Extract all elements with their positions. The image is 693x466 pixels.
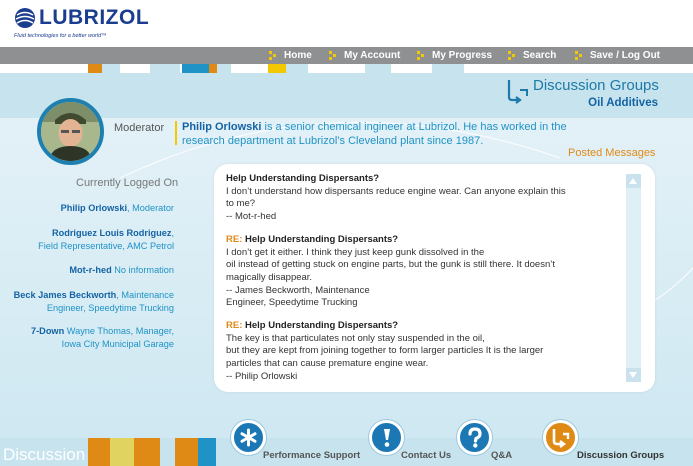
discussion-groups-label[interactable]: Discussion Groups bbox=[577, 450, 665, 461]
dots-icon bbox=[329, 51, 344, 60]
dots-icon bbox=[417, 51, 432, 60]
exclamation-icon bbox=[372, 423, 401, 452]
message-line: to me? bbox=[226, 198, 256, 210]
contact-us-button[interactable] bbox=[369, 420, 404, 455]
user-entry[interactable] bbox=[38, 227, 174, 252]
dots-icon bbox=[508, 51, 523, 60]
moderator-bio bbox=[182, 121, 612, 148]
user-entry[interactable] bbox=[61, 202, 174, 215]
discussion-groups-button[interactable] bbox=[543, 420, 578, 455]
moderator-bio-text: is a senior chemical ingineer at Lubrizol. He has worked in the research department at Lubrizol’s Cleveland plant since 1987. bbox=[182, 121, 567, 147]
user-name[interactable]: Beck James Beckworth bbox=[13, 290, 117, 300]
message-list bbox=[226, 173, 616, 394]
user-name[interactable]: Rodriguez Louis Rodriguez bbox=[52, 228, 172, 238]
user-info-line2: Engineer, Speedytime Trucking bbox=[46, 302, 174, 313]
footer-section-title: Discussion bbox=[3, 445, 86, 464]
user-name[interactable]: 7-Down bbox=[31, 326, 65, 336]
user-name[interactable]: Mot-r-hed bbox=[69, 265, 112, 275]
message-line: but they are kept from joining together to form larger particles It is the larger bbox=[226, 345, 544, 357]
scroll-up-button[interactable] bbox=[626, 174, 641, 188]
scroll-down-button[interactable] bbox=[626, 368, 641, 382]
posted-messages-label: Posted Messages bbox=[568, 147, 656, 159]
contact-us-label[interactable]: Contact Us bbox=[401, 450, 452, 461]
lubrizol-logo bbox=[14, 6, 154, 44]
logged-on-title: Currently Logged On bbox=[76, 177, 179, 189]
moderator-name[interactable]: Philip Orlowski bbox=[182, 121, 262, 133]
dots-icon bbox=[575, 51, 590, 60]
message-line: The key is that particulates not only stay suspended in the oil, bbox=[226, 332, 485, 344]
performance-support-button[interactable] bbox=[231, 420, 266, 455]
messages-panel bbox=[214, 164, 655, 392]
discussion-groups-icon bbox=[546, 423, 575, 452]
message-header bbox=[226, 173, 616, 186]
nav-my-account[interactable] bbox=[329, 47, 400, 64]
globe-icon bbox=[14, 7, 36, 29]
reply-prefix: RE: bbox=[226, 233, 243, 245]
user-info: No information bbox=[111, 265, 174, 275]
dots-icon bbox=[269, 51, 284, 60]
user-info: , Moderator bbox=[127, 203, 174, 213]
message-line: -- Mot-r-hed bbox=[226, 211, 277, 223]
user-name[interactable]: Philip Orlowski bbox=[60, 203, 128, 213]
top-nav bbox=[0, 47, 693, 64]
brand-name: LUBRIZOL bbox=[39, 6, 150, 29]
moderator-avatar bbox=[37, 98, 104, 165]
user-info: , bbox=[171, 228, 174, 238]
nav-save-log-out[interactable] bbox=[575, 47, 660, 64]
user-entry[interactable] bbox=[31, 325, 174, 350]
message-subject: Help Understanding Dispersants? bbox=[226, 173, 380, 184]
arrow-up-icon bbox=[629, 178, 637, 184]
message[interactable] bbox=[226, 173, 616, 224]
brand-tagline: Fluid technologies for a better world™ bbox=[14, 33, 107, 39]
message-line: oil instead of getting stuck on engine parts, but the gunk is still there. It doesn’t bbox=[226, 259, 556, 271]
arrow-down-icon bbox=[629, 372, 637, 378]
nav-my-progress-label: My Progress bbox=[432, 50, 493, 61]
nav-search[interactable] bbox=[508, 47, 556, 64]
divider bbox=[175, 121, 177, 145]
user-entry[interactable] bbox=[14, 289, 174, 314]
discussion-groups-icon bbox=[505, 78, 531, 104]
qa-label[interactable]: Q&A bbox=[491, 450, 513, 461]
nav-home-label: Home bbox=[284, 50, 312, 61]
message[interactable] bbox=[226, 320, 616, 384]
asterisk-icon bbox=[234, 423, 263, 452]
person-photo bbox=[41, 102, 100, 161]
performance-support-label[interactable]: Performance Support bbox=[263, 450, 361, 461]
message-line: Engineer, Speedytime Trucking bbox=[226, 297, 358, 309]
user-info: , Maintenance bbox=[116, 290, 174, 300]
page-title: Discussion Groups bbox=[533, 77, 659, 94]
nav-save-log-out-label: Save / Log Out bbox=[590, 50, 661, 61]
message[interactable] bbox=[226, 234, 616, 310]
qa-button[interactable] bbox=[457, 420, 492, 455]
scrollbar[interactable] bbox=[626, 174, 641, 382]
message-line: -- Philip Orlowski bbox=[226, 370, 298, 382]
page-subtitle: Oil Additives bbox=[588, 97, 658, 109]
nav-search-label: Search bbox=[523, 50, 557, 61]
message-line: I don’t get it either. I think they just keep gunk dissolved in the bbox=[226, 246, 485, 258]
reply-prefix: RE: bbox=[226, 320, 243, 332]
nav-my-account-label: My Account bbox=[344, 50, 401, 61]
user-info: Wayne Thomas, Manager, bbox=[64, 326, 174, 336]
message-subject: Help Understanding Dispersants? bbox=[242, 320, 399, 332]
message-header bbox=[226, 234, 616, 247]
question-icon bbox=[460, 423, 489, 452]
message-line: magically disappear. bbox=[226, 271, 313, 283]
message-line: -- James Beckworth, Maintenance bbox=[226, 284, 370, 296]
moderator-label: Moderator bbox=[114, 122, 165, 134]
user-info-line2: Iowa City Municipal Garage bbox=[61, 338, 174, 349]
nav-my-progress[interactable] bbox=[417, 47, 492, 64]
user-entry[interactable] bbox=[69, 264, 174, 277]
message-line: particles that can cause premature engine wear. bbox=[226, 358, 429, 370]
user-info-line2: Field Representative, AMC Petrol bbox=[38, 240, 174, 251]
nav-home[interactable] bbox=[269, 47, 312, 64]
message-subject: Help Understanding Dispersants? bbox=[242, 233, 399, 245]
message-header bbox=[226, 320, 616, 333]
message-line: I don’t understand how dispersants reduce engine wear. Can anyone explain this bbox=[226, 185, 566, 197]
decorative-color-strip bbox=[0, 64, 693, 73]
